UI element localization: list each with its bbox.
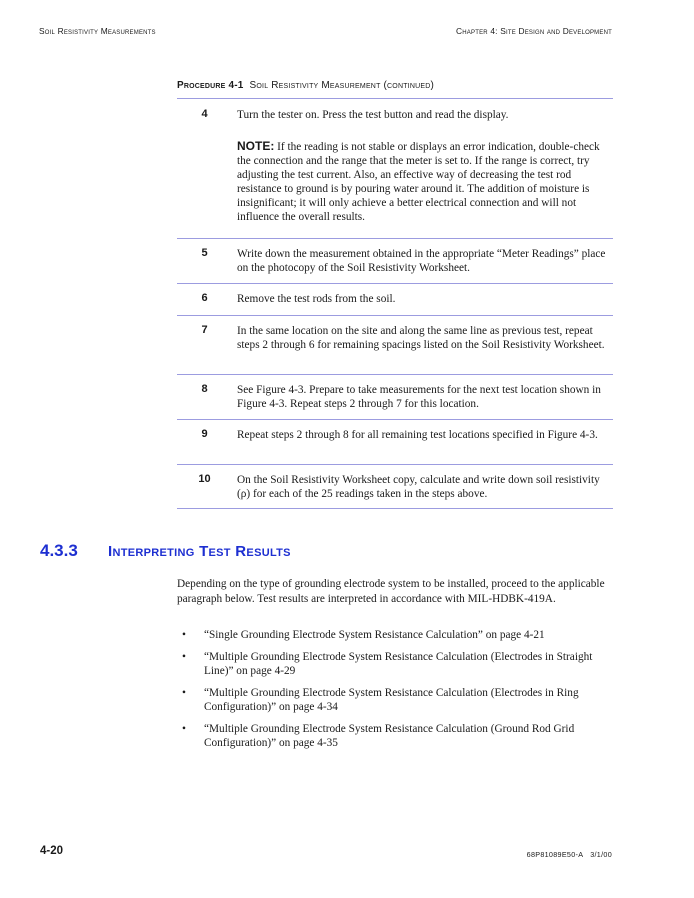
step-row <box>177 315 613 374</box>
section-number: 4.3.3 <box>40 541 78 560</box>
section-intro: Depending on the type of grounding electrode system to be installed, proceed to the applicable paragraph below. Test results are interpreted in accordance with MIL-HDBK-419A. <box>177 578 605 605</box>
step-text: Turn the tester on. Press the test button and read the display. <box>237 109 509 121</box>
step-row <box>177 283 613 315</box>
list-item <box>177 650 613 678</box>
step-text: In the same location on the site and along the same line as previous test, repeat steps 2 through 6 for remaining spacings listed on the Soil Resistivity Worksheet. <box>237 325 605 351</box>
step-row <box>177 98 613 238</box>
step-row <box>177 419 613 464</box>
step-number: 10 <box>198 473 211 485</box>
bullet-icon: • <box>182 651 186 663</box>
step-row <box>177 464 613 509</box>
procedure-name: Soil Resistivity Measurement (continued) <box>249 80 434 91</box>
step-text: Repeat steps 2 through 8 for all remaining test locations specified in Figure 4-3. <box>237 429 598 441</box>
document-id <box>527 850 612 859</box>
document-number: 68P81089E50-A <box>526 850 584 859</box>
procedure-title <box>177 80 434 91</box>
list-item-text[interactable]: “Multiple Grounding Electrode System Resistance Calculation (Electrodes in Ring Configuration)” on page 4-34 <box>204 687 579 713</box>
page-number: 4-20 <box>40 845 64 857</box>
step-text: On the Soil Resistivity Worksheet copy, calculate and write down soil resistivity (ρ) for each of the 25 readings taken in the steps above. <box>237 474 600 500</box>
procedure-table <box>177 98 613 509</box>
step-text: Remove the test rods from the soil. <box>237 293 396 305</box>
section-title: Interpreting Test Results <box>108 543 291 560</box>
step-row <box>177 238 613 283</box>
step-text: Write down the measurement obtained in the appropriate “Meter Readings” place on the photocopy of the Soil Resistivity Worksheet. <box>237 248 606 274</box>
list-item-text[interactable]: “Multiple Grounding Electrode System Resistance Calculation (Electrodes in Straight Line)” on page 4-29 <box>204 651 593 677</box>
bullet-icon: • <box>182 687 186 699</box>
list-item <box>177 628 613 642</box>
list-item-text[interactable]: “Multiple Grounding Electrode System Resistance Calculation (Ground Rod Grid Configuration)” on page 4-35 <box>204 723 575 749</box>
list-item <box>177 722 613 750</box>
procedure-label: Procedure 4-1 <box>177 80 244 91</box>
step-text: See Figure 4-3. Prepare to take measurements for the next test location shown in Figure 4-3. Repeat steps 2 through 7 for this location. <box>237 384 601 410</box>
bullet-icon: • <box>182 723 186 735</box>
step-number: 4 <box>201 108 208 120</box>
step-row <box>177 374 613 419</box>
step-number: 7 <box>201 324 208 336</box>
step-number: 8 <box>201 383 208 395</box>
step-note <box>237 139 613 224</box>
bullet-icon: • <box>182 629 186 641</box>
note-label: NOTE: <box>237 139 275 153</box>
step-number: 6 <box>201 292 208 304</box>
running-header-right: Chapter 4: Site Design and Development <box>456 26 612 36</box>
running-header-left: Soil Resistivity Measurements <box>39 26 156 36</box>
reference-list <box>177 628 613 758</box>
list-item <box>177 686 613 714</box>
step-number: 5 <box>201 247 208 259</box>
step-number: 9 <box>201 428 208 440</box>
list-item-text[interactable]: “Single Grounding Electrode System Resistance Calculation” on page 4-21 <box>204 629 545 641</box>
document-date: 3/1/00 <box>590 850 612 859</box>
note-text: If the reading is not stable or displays an error indication, double-check the connection and the range that the meter is set to. If the range is correct, try adjusting the test current. Also, an effective way of decreasing the test rod resistance to ground is by pouring water around it. The addition of moisture is insignificant; it will only achieve a better electrical connection and will not influence the overall results. <box>237 141 600 223</box>
